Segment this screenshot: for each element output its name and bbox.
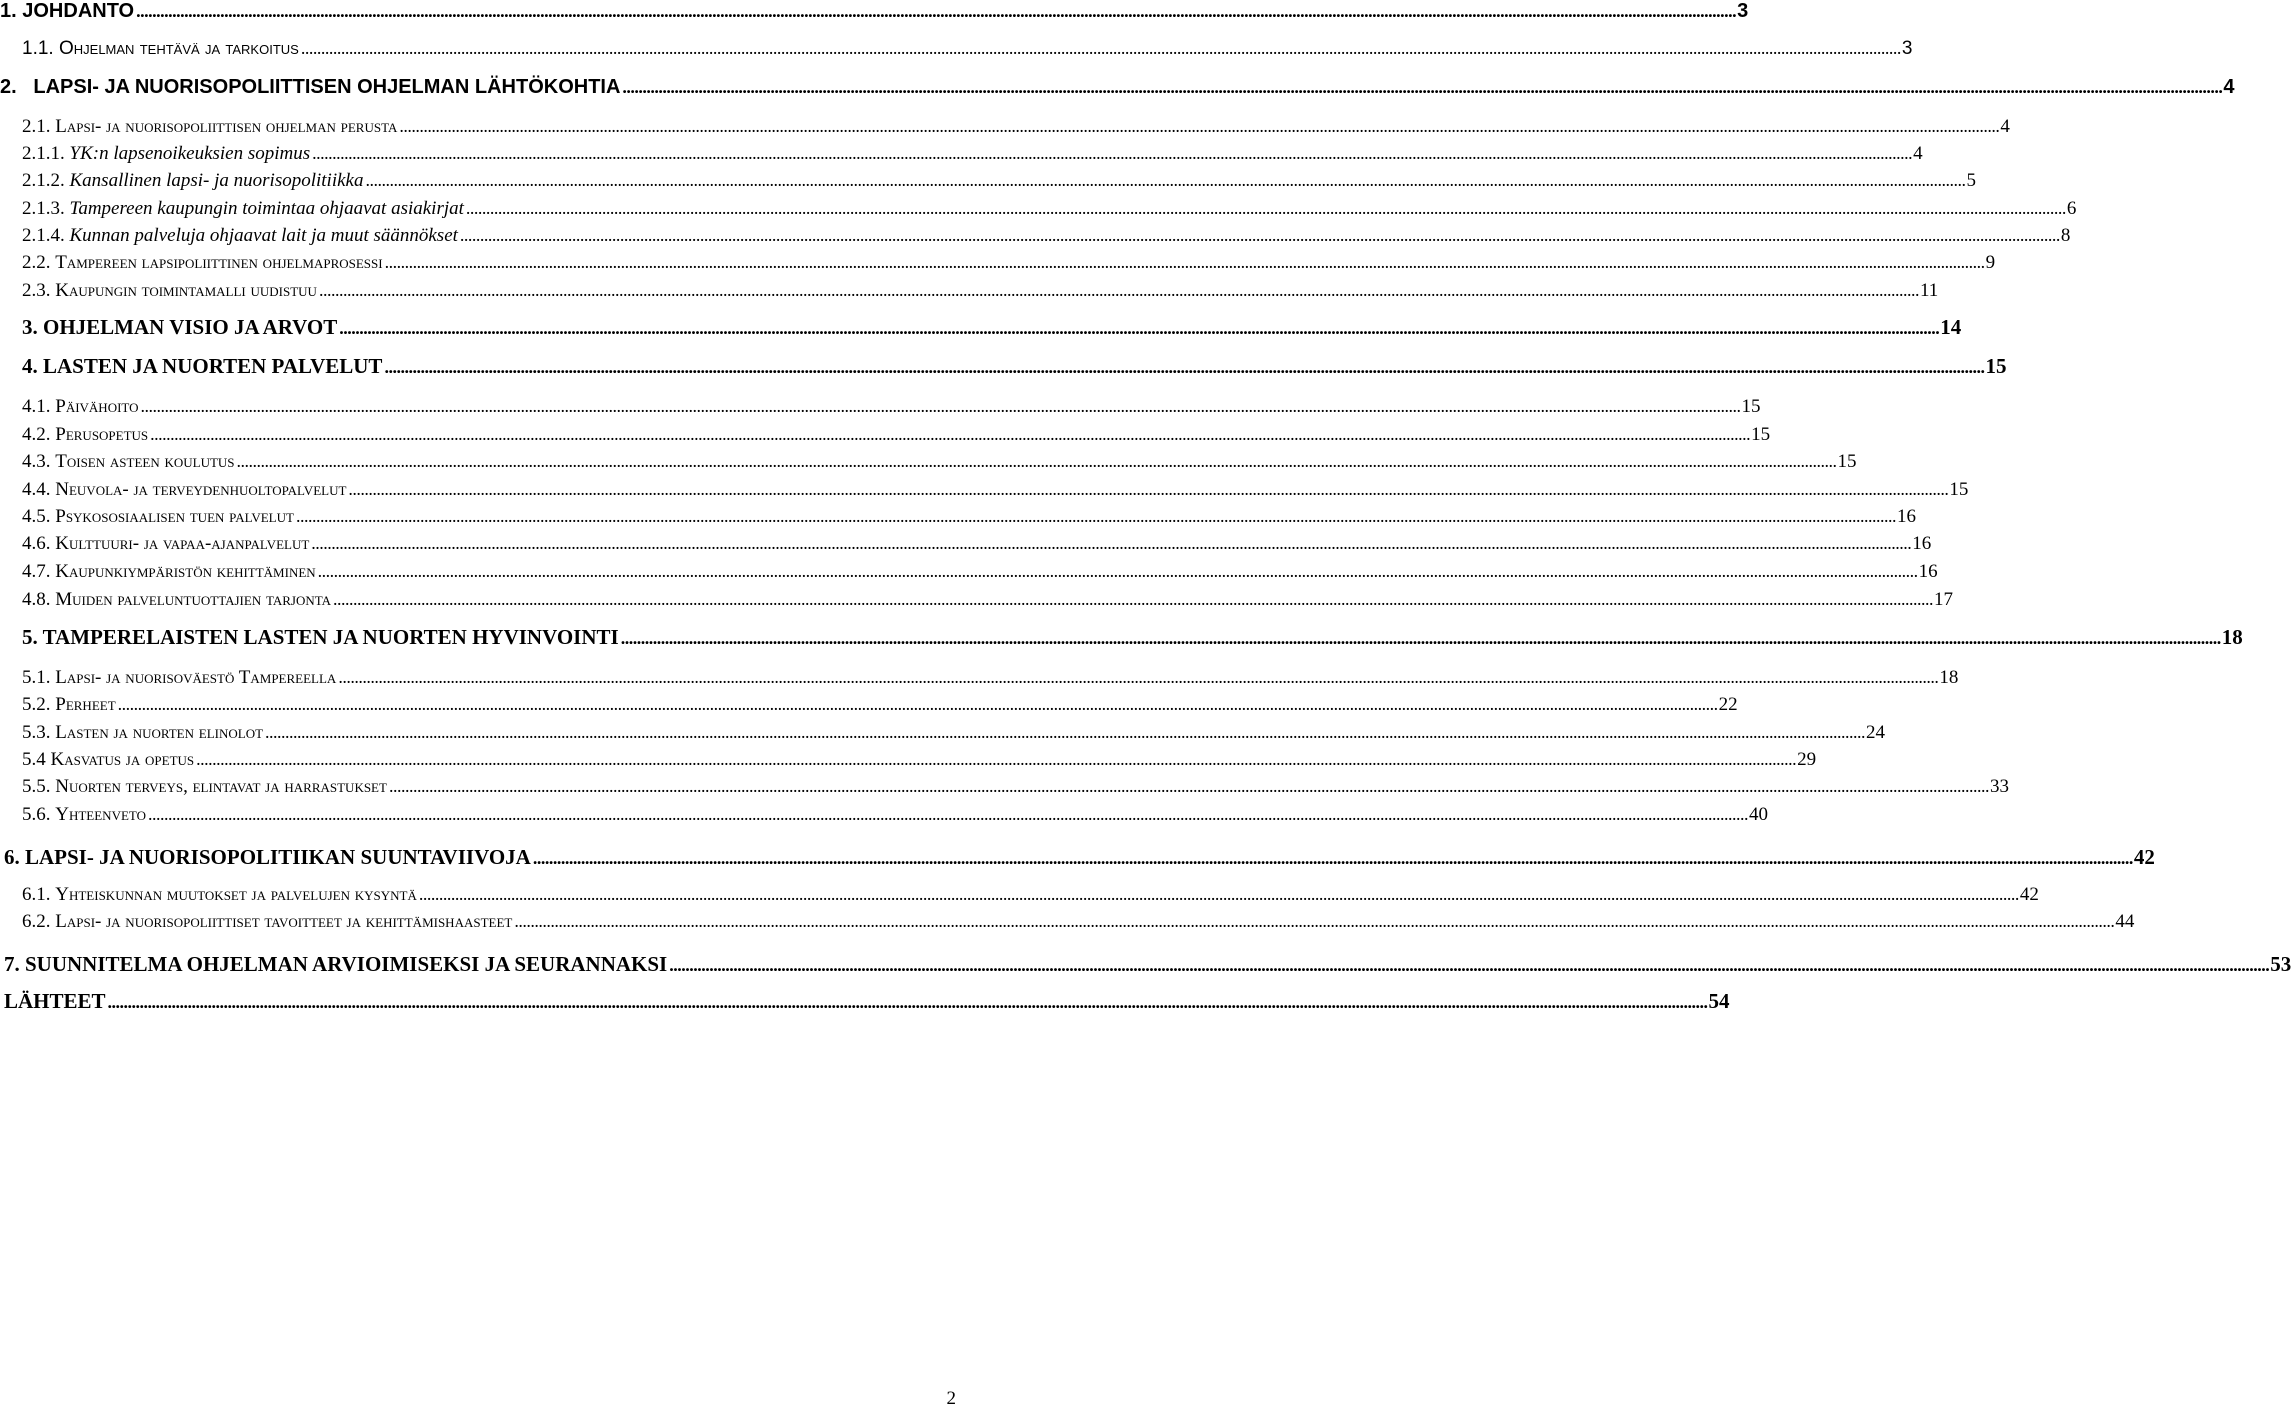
toc-page: 16 — [1896, 506, 1916, 527]
dot-leader: ................................................................................................................................................................................................................................................................................................................................................................................................................ — [150, 424, 1751, 444]
toc-number: 2.1. — [22, 116, 51, 137]
toc-page: 42 — [2019, 884, 2039, 905]
toc-title: TAMPERELAISTEN LASTEN JA NUORTEN HYVINVOINTI — [42, 625, 619, 649]
toc-entry — [0, 424, 1771, 452]
dot-leader: ................................................................................................................................................................................................................................................................................................................................................................................................................ — [339, 318, 1940, 338]
dot-leader: ................................................................................................................................................................................................................................................................................................................................................................................................................ — [388, 776, 1989, 796]
toc-number: 6.1. — [22, 884, 51, 905]
toc-number: 1.1. — [22, 38, 54, 59]
toc-entry — [0, 561, 1938, 589]
toc-page: 15 — [1741, 396, 1761, 417]
toc-title: Nuorten terveys, elintavat ja harrastukset — [55, 776, 387, 797]
toc-entry — [0, 667, 1959, 695]
toc-page: 40 — [1749, 804, 1768, 825]
toc-page: 54 — [1708, 989, 1730, 1013]
toc-number: 3. — [22, 315, 38, 339]
toc-page: 33 — [1989, 776, 2009, 797]
toc-number: 2.1.2. — [22, 170, 65, 191]
toc-entry — [0, 225, 2071, 253]
dot-leader: ................................................................................................................................................................................................................................................................................................................................................................................................................ — [136, 1, 1737, 21]
toc-title: Kansallinen lapsi- ja nuorisopolitiikka — [69, 170, 364, 191]
toc-number: 5.2. — [22, 694, 51, 715]
toc-title: LÄHTEET — [4, 989, 106, 1013]
toc-entry — [0, 589, 1954, 617]
dot-leader: ................................................................................................................................................................................................................................................................................................................................................................................................................ — [620, 628, 2221, 648]
toc-page: 15 — [1949, 479, 1969, 500]
dot-leader: ................................................................................................................................................................................................................................................................................................................................................................................................................ — [348, 479, 1949, 499]
dot-leader: ................................................................................................................................................................................................................................................................................................................................................................................................................ — [384, 252, 1985, 272]
toc-page: 16 — [1912, 533, 1932, 554]
toc-page: 24 — [1866, 722, 1886, 743]
toc-page: 14 — [1940, 315, 1962, 339]
dot-leader: ................................................................................................................................................................................................................................................................................................................................................................................................................ — [532, 848, 2133, 868]
toc-number: 4. — [22, 354, 38, 378]
toc-page: 4 — [1913, 143, 1923, 164]
dot-leader: ................................................................................................................................................................................................................................................................................................................................................................................................................ — [300, 38, 1901, 58]
dot-leader: ................................................................................................................................................................................................................................................................................................................................................................................................................ — [365, 170, 1966, 190]
toc-title: Muiden palveluntuottajien tarjonta — [55, 589, 332, 610]
toc-page: 29 — [1797, 749, 1817, 770]
toc-entry — [0, 451, 1857, 479]
toc-page: 16 — [1918, 561, 1938, 582]
toc-entry — [0, 252, 1996, 280]
toc-page: 17 — [1934, 589, 1954, 610]
toc-entry — [0, 952, 2292, 980]
dot-leader: ................................................................................................................................................................................................................................................................................................................................................................................................................ — [107, 992, 1708, 1012]
toc-title: Kulttuuri- ja vapaa-ajanpalvelut — [55, 533, 310, 554]
toc-title: Lapsi- ja nuorisoväestö Tampereella — [55, 667, 337, 688]
toc-number: 4.1. — [22, 396, 51, 417]
toc-page: 6 — [2066, 198, 2077, 219]
toc-entry — [0, 749, 1817, 777]
toc-entry — [0, 38, 1913, 66]
toc-entry — [0, 143, 1923, 171]
dot-leader: ................................................................................................................................................................................................................................................................................................................................................................................................................ — [399, 116, 2000, 136]
toc-page: 15 — [1985, 354, 2007, 378]
toc-number: 4.4. — [22, 479, 51, 500]
dot-leader: ................................................................................................................................................................................................................................................................................................................................................................................................................ — [140, 396, 1741, 416]
toc-page: 5 — [1966, 170, 1976, 191]
toc-page: 4 — [2000, 116, 2010, 137]
toc-number: 6.2. — [22, 911, 51, 932]
toc-entry — [0, 280, 1939, 308]
toc-title: Tampereen lapsipoliittinen ohjelmaprosessi — [55, 252, 383, 273]
dot-leader: ................................................................................................................................................................................................................................................................................................................................................................................................................ — [338, 667, 1939, 687]
dot-leader: ................................................................................................................................................................................................................................................................................................................................................................................................................ — [317, 561, 1918, 581]
toc-title: Ohjelman tehtävä ja tarkoitus — [58, 38, 299, 59]
toc-page: 9 — [1985, 252, 1996, 273]
toc-number: 2.3. — [22, 280, 51, 301]
dot-leader: ................................................................................................................................................................................................................................................................................................................................................................................................................ — [236, 451, 1837, 471]
toc-number: 4.3. — [22, 451, 51, 472]
dot-leader: ................................................................................................................................................................................................................................................................................................................................................................................................................ — [312, 143, 1913, 163]
toc-page: 22 — [1718, 694, 1738, 715]
toc-page: 44 — [2115, 911, 2135, 932]
toc-title: Kaupungin toimintamalli uudistuu — [55, 280, 317, 301]
toc-entry — [0, 396, 1761, 424]
toc-number: 6. — [4, 845, 20, 869]
toc-entry — [0, 116, 2010, 144]
toc-number: 4.6. — [22, 533, 51, 554]
toc-number: 5.4 — [22, 749, 46, 770]
toc-number: 2.1.3. — [22, 198, 65, 219]
toc-entry — [0, 198, 2077, 226]
toc-entry — [0, 845, 2155, 873]
toc-title: Yhteenveto — [55, 804, 146, 825]
toc-title: Toisen asteen koulutus — [55, 451, 235, 472]
dot-leader: ................................................................................................................................................................................................................................................................................................................................................................................................................ — [384, 357, 1985, 377]
toc-number: 5.1. — [22, 667, 51, 688]
toc-page: 18 — [2221, 625, 2243, 649]
toc-title: LAPSI- JA NUORISOPOLITIIKAN SUUNTAVIIVOJA — [25, 845, 531, 869]
toc-entry — [0, 506, 1916, 534]
toc-page: 8 — [2060, 225, 2071, 246]
toc-page: 15 — [1837, 451, 1857, 472]
toc-title: LAPSI- JA NUORISOPOLIITTISEN OHJELMAN LÄHTÖKOHTIA — [33, 76, 621, 98]
toc-page: 18 — [1939, 667, 1959, 688]
toc-title: Perheet — [55, 694, 116, 715]
toc-number: 1. — [0, 0, 17, 22]
dot-leader: ................................................................................................................................................................................................................................................................................................................................................................................................................ — [148, 804, 1748, 824]
toc-entry — [0, 694, 1738, 722]
toc-number: 5.6. — [22, 804, 51, 825]
toc-title: JOHDANTO — [22, 0, 135, 22]
dot-leader: ................................................................................................................................................................................................................................................................................................................................................................................................................ — [318, 280, 1919, 300]
toc-entry — [0, 0, 1749, 28]
toc-title: OHJELMAN VISIO JA ARVOT — [43, 315, 338, 339]
toc-entry — [0, 884, 2039, 912]
dot-leader: ................................................................................................................................................................................................................................................................................................................................................................................................................ — [622, 77, 2223, 97]
toc-entry — [0, 354, 2007, 382]
toc-entry — [0, 625, 2243, 653]
dot-leader: ................................................................................................................................................................................................................................................................................................................................................................................................................ — [311, 533, 1912, 553]
toc-number: 4.2. — [22, 424, 51, 445]
toc-number: 7. — [4, 952, 20, 976]
toc-number: 4.5. — [22, 506, 51, 527]
toc-entry — [0, 479, 1969, 507]
toc-title: Lasten ja nuorten elinolot — [55, 722, 264, 743]
dot-leader: ................................................................................................................................................................................................................................................................................................................................................................................................................ — [117, 694, 1718, 714]
toc-title: YK:n lapsenoikeuksien sopimus — [69, 143, 311, 164]
dot-leader: ................................................................................................................................................................................................................................................................................................................................................................................................................ — [295, 506, 1896, 526]
page-number: 2 — [946, 1388, 956, 1409]
toc-title: LASTEN JA NUORTEN PALVELUT — [43, 354, 383, 378]
toc-title: Kasvatus ja opetus — [50, 749, 195, 770]
toc-number: 2. — [0, 76, 17, 98]
toc-page: 3 — [1737, 0, 1749, 22]
toc-title: Lapsi- ja nuorisopoliittiset tavoitteet ja kehittämishaasteet — [55, 911, 513, 932]
dot-leader: ................................................................................................................................................................................................................................................................................................................................................................................................................ — [196, 749, 1797, 769]
toc-number: 2.2. — [22, 252, 51, 273]
toc-number: 4.8. — [22, 589, 51, 610]
dot-leader: ................................................................................................................................................................................................................................................................................................................................................................................................................ — [465, 198, 2066, 218]
toc-title: Kaupunkiympäristön kehittäminen — [55, 561, 316, 582]
toc-entry — [0, 170, 1976, 198]
toc-page: 15 — [1751, 424, 1771, 445]
toc-title: Tampereen kaupungin toimintaa ohjaavat asiakirjat — [69, 198, 464, 219]
dot-leader: ................................................................................................................................................................................................................................................................................................................................................................................................................ — [265, 722, 1866, 742]
toc-entry — [0, 989, 1730, 1017]
toc-page: 4 — [2223, 76, 2235, 98]
toc-entry — [0, 533, 1932, 561]
toc-title: Lapsi- ja nuorisopoliittisen ohjelman perusta — [55, 116, 398, 137]
toc-number: 5.5. — [22, 776, 51, 797]
dot-leader: ................................................................................................................................................................................................................................................................................................................................................................................................................ — [514, 911, 2115, 931]
dot-leader: ................................................................................................................................................................................................................................................................................................................................................................................................................ — [333, 589, 1934, 609]
toc-title: Päivähoito — [55, 396, 139, 417]
toc-title: Psykososiaalisen tuen palvelut — [55, 506, 294, 527]
toc-number: 2.1.1. — [22, 143, 65, 164]
toc-entry — [0, 722, 1886, 750]
toc-title: Kunnan palveluja ohjaavat lait ja muut säännökset — [69, 225, 458, 246]
toc-entry — [0, 804, 1768, 832]
toc-title: Yhteiskunnan muutokset ja palvelujen kysyntä — [55, 884, 417, 905]
dot-leader: ................................................................................................................................................................................................................................................................................................................................................................................................................ — [459, 225, 2060, 245]
dot-leader: ................................................................................................................................................................................................................................................................................................................................................................................................................ — [418, 884, 2019, 904]
toc-entry — [0, 315, 1962, 343]
dot-leader: ................................................................................................................................................................................................................................................................................................................................................................................................................ — [669, 955, 2270, 975]
toc-entry — [0, 776, 2009, 804]
toc-title: SUUNNITELMA OHJELMAN ARVIOIMISEKSI JA SEURANNAKSI — [25, 952, 668, 976]
toc-number: 5. — [22, 625, 38, 649]
toc-page: 42 — [2133, 845, 2155, 869]
toc-number: 5.3. — [22, 722, 51, 743]
toc-title: Neuvola- ja terveydenhuoltopalvelut — [55, 479, 347, 500]
toc-entry — [0, 76, 2235, 104]
toc-page: 53 — [2270, 952, 2292, 976]
toc-entry — [0, 911, 2135, 939]
toc-number: 4.7. — [22, 561, 51, 582]
toc-page: 11 — [1919, 280, 1939, 301]
toc-number: 2.1.4. — [22, 225, 65, 246]
toc-page: 3 — [1901, 38, 1913, 59]
toc-title: Perusopetus — [55, 424, 149, 445]
